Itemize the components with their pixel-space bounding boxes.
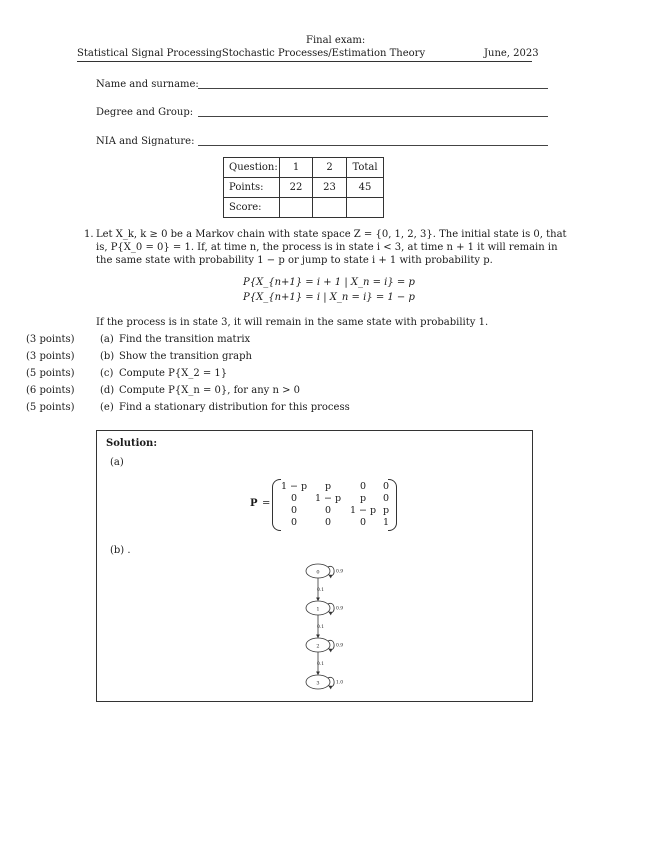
matrix-cell: 1 xyxy=(382,517,390,528)
matrix-cell: 0 xyxy=(382,493,390,504)
part-text: Compute P{X_2 = 1} xyxy=(119,368,228,379)
table-cell: Points: xyxy=(224,178,280,198)
question-line-1: Let X_k, k ≥ 0 be a Markov chain with state space Z = {0, 1, 2, 3}. The initial state is 0, that xyxy=(96,229,567,240)
course-name: Statistical Signal ProcessingStochastic Processes/Estimation Theory xyxy=(77,48,426,59)
question-note: If the process is in state 3, it will remain in the same state with probability 1. xyxy=(96,317,489,328)
part-label: (d) xyxy=(100,385,115,396)
state-label: 2 xyxy=(316,643,320,650)
score-table xyxy=(223,157,384,218)
transition-matrix xyxy=(250,479,410,531)
self-loop-label: 0.9 xyxy=(336,569,344,575)
matrix-cell: 0 xyxy=(290,505,298,516)
solution-part-b: (b) . xyxy=(110,545,131,556)
degree-field-label: Degree and Group: xyxy=(96,107,194,118)
matrix-cell: p xyxy=(359,493,367,504)
solution-title: Solution: xyxy=(106,438,158,449)
matrix-cell: p xyxy=(382,505,390,516)
transition-label: 0.1 xyxy=(317,588,325,593)
matrix-cell: 0 xyxy=(324,505,332,516)
part-label: (a) xyxy=(100,334,114,345)
exam-title: Final exam: xyxy=(306,35,366,46)
state-node xyxy=(306,675,330,689)
table-row xyxy=(224,158,384,178)
self-loop-label: 0.9 xyxy=(336,606,344,612)
part-label: (c) xyxy=(100,368,114,379)
matrix-cell: 0 xyxy=(359,517,367,528)
state-label: 3 xyxy=(316,680,320,687)
part-text: Compute P{X_n = 0}, for any n > 0 xyxy=(119,385,301,396)
score-input-cell[interactable] xyxy=(347,198,384,218)
question-number: 1. xyxy=(84,229,94,240)
part-label: (b) xyxy=(100,351,115,362)
score-input-cell[interactable] xyxy=(280,198,313,218)
matrix-cell: 1 − p xyxy=(349,505,377,516)
transition-label: 0.1 xyxy=(317,662,325,667)
table-cell: 22 xyxy=(280,178,313,198)
table-header-cell: 1 xyxy=(280,158,313,178)
self-loop-label: 0.9 xyxy=(336,643,344,649)
part-points: (5 points) xyxy=(26,368,75,379)
nia-field-line[interactable] xyxy=(198,145,548,146)
table-header-cell: Total xyxy=(347,158,384,178)
matrix-cell: 0 xyxy=(382,481,390,492)
header-rule xyxy=(77,61,532,62)
transition-label: 0.1 xyxy=(317,625,325,630)
matrix-cell: 0 xyxy=(290,493,298,504)
part-points: (6 points) xyxy=(26,385,75,396)
name-field-line[interactable] xyxy=(198,88,548,89)
matrix-cell: 0 xyxy=(324,517,332,528)
state-node xyxy=(306,564,330,578)
matrix-symbol: P xyxy=(250,498,258,509)
part-label: (e) xyxy=(100,402,114,413)
matrix-cell: p xyxy=(324,481,332,492)
degree-field-line[interactable] xyxy=(198,116,548,117)
state-label: 1 xyxy=(316,606,320,613)
state-label: 0 xyxy=(316,569,320,576)
matrix-equals: = xyxy=(262,498,271,509)
table-row xyxy=(224,178,384,198)
part-text: Show the transition graph xyxy=(119,351,252,362)
part-points: (5 points) xyxy=(26,402,75,413)
table-row xyxy=(224,198,384,218)
table-cell: 45 xyxy=(347,178,384,198)
matrix-cell: 0 xyxy=(290,517,298,528)
matrix-cell: 0 xyxy=(359,481,367,492)
part-text: Find the transition matrix xyxy=(119,334,251,345)
table-header-cell: 2 xyxy=(313,158,347,178)
part-text: Find a stationary distribution for this process xyxy=(119,402,350,413)
part-points: (3 points) xyxy=(26,334,75,345)
name-field-label: Name and surname: xyxy=(96,79,199,90)
table-cell: Score: xyxy=(224,198,280,218)
equation-1: P{X_{n+1} = i + 1 | X_n = i} = p xyxy=(243,277,415,288)
table-cell: 23 xyxy=(313,178,347,198)
question-line-2: is, P{X_0 = 0} = 1. If, at time n, the process is in state i < 3, at time n + 1 it will remain in xyxy=(96,242,558,253)
question-line-3: the same state with probability 1 − p or jump to state i + 1 with probability p. xyxy=(96,255,493,266)
part-points: (3 points) xyxy=(26,351,75,362)
exam-date: June, 2023 xyxy=(484,48,539,59)
score-input-cell[interactable] xyxy=(313,198,347,218)
state-node xyxy=(306,601,330,615)
table-header-cell: Question: xyxy=(224,158,280,178)
nia-field-label: NIA and Signature: xyxy=(96,136,195,147)
matrix-cell: 1 − p xyxy=(314,493,342,504)
transition-graph xyxy=(290,560,380,695)
state-node xyxy=(306,638,330,652)
solution-part-a: (a) xyxy=(110,457,124,468)
matrix-cell: 1 − p xyxy=(280,481,308,492)
self-loop-label: 1.0 xyxy=(336,680,344,686)
equation-2: P{X_{n+1} = i | X_n = i} = 1 − p xyxy=(243,292,415,303)
